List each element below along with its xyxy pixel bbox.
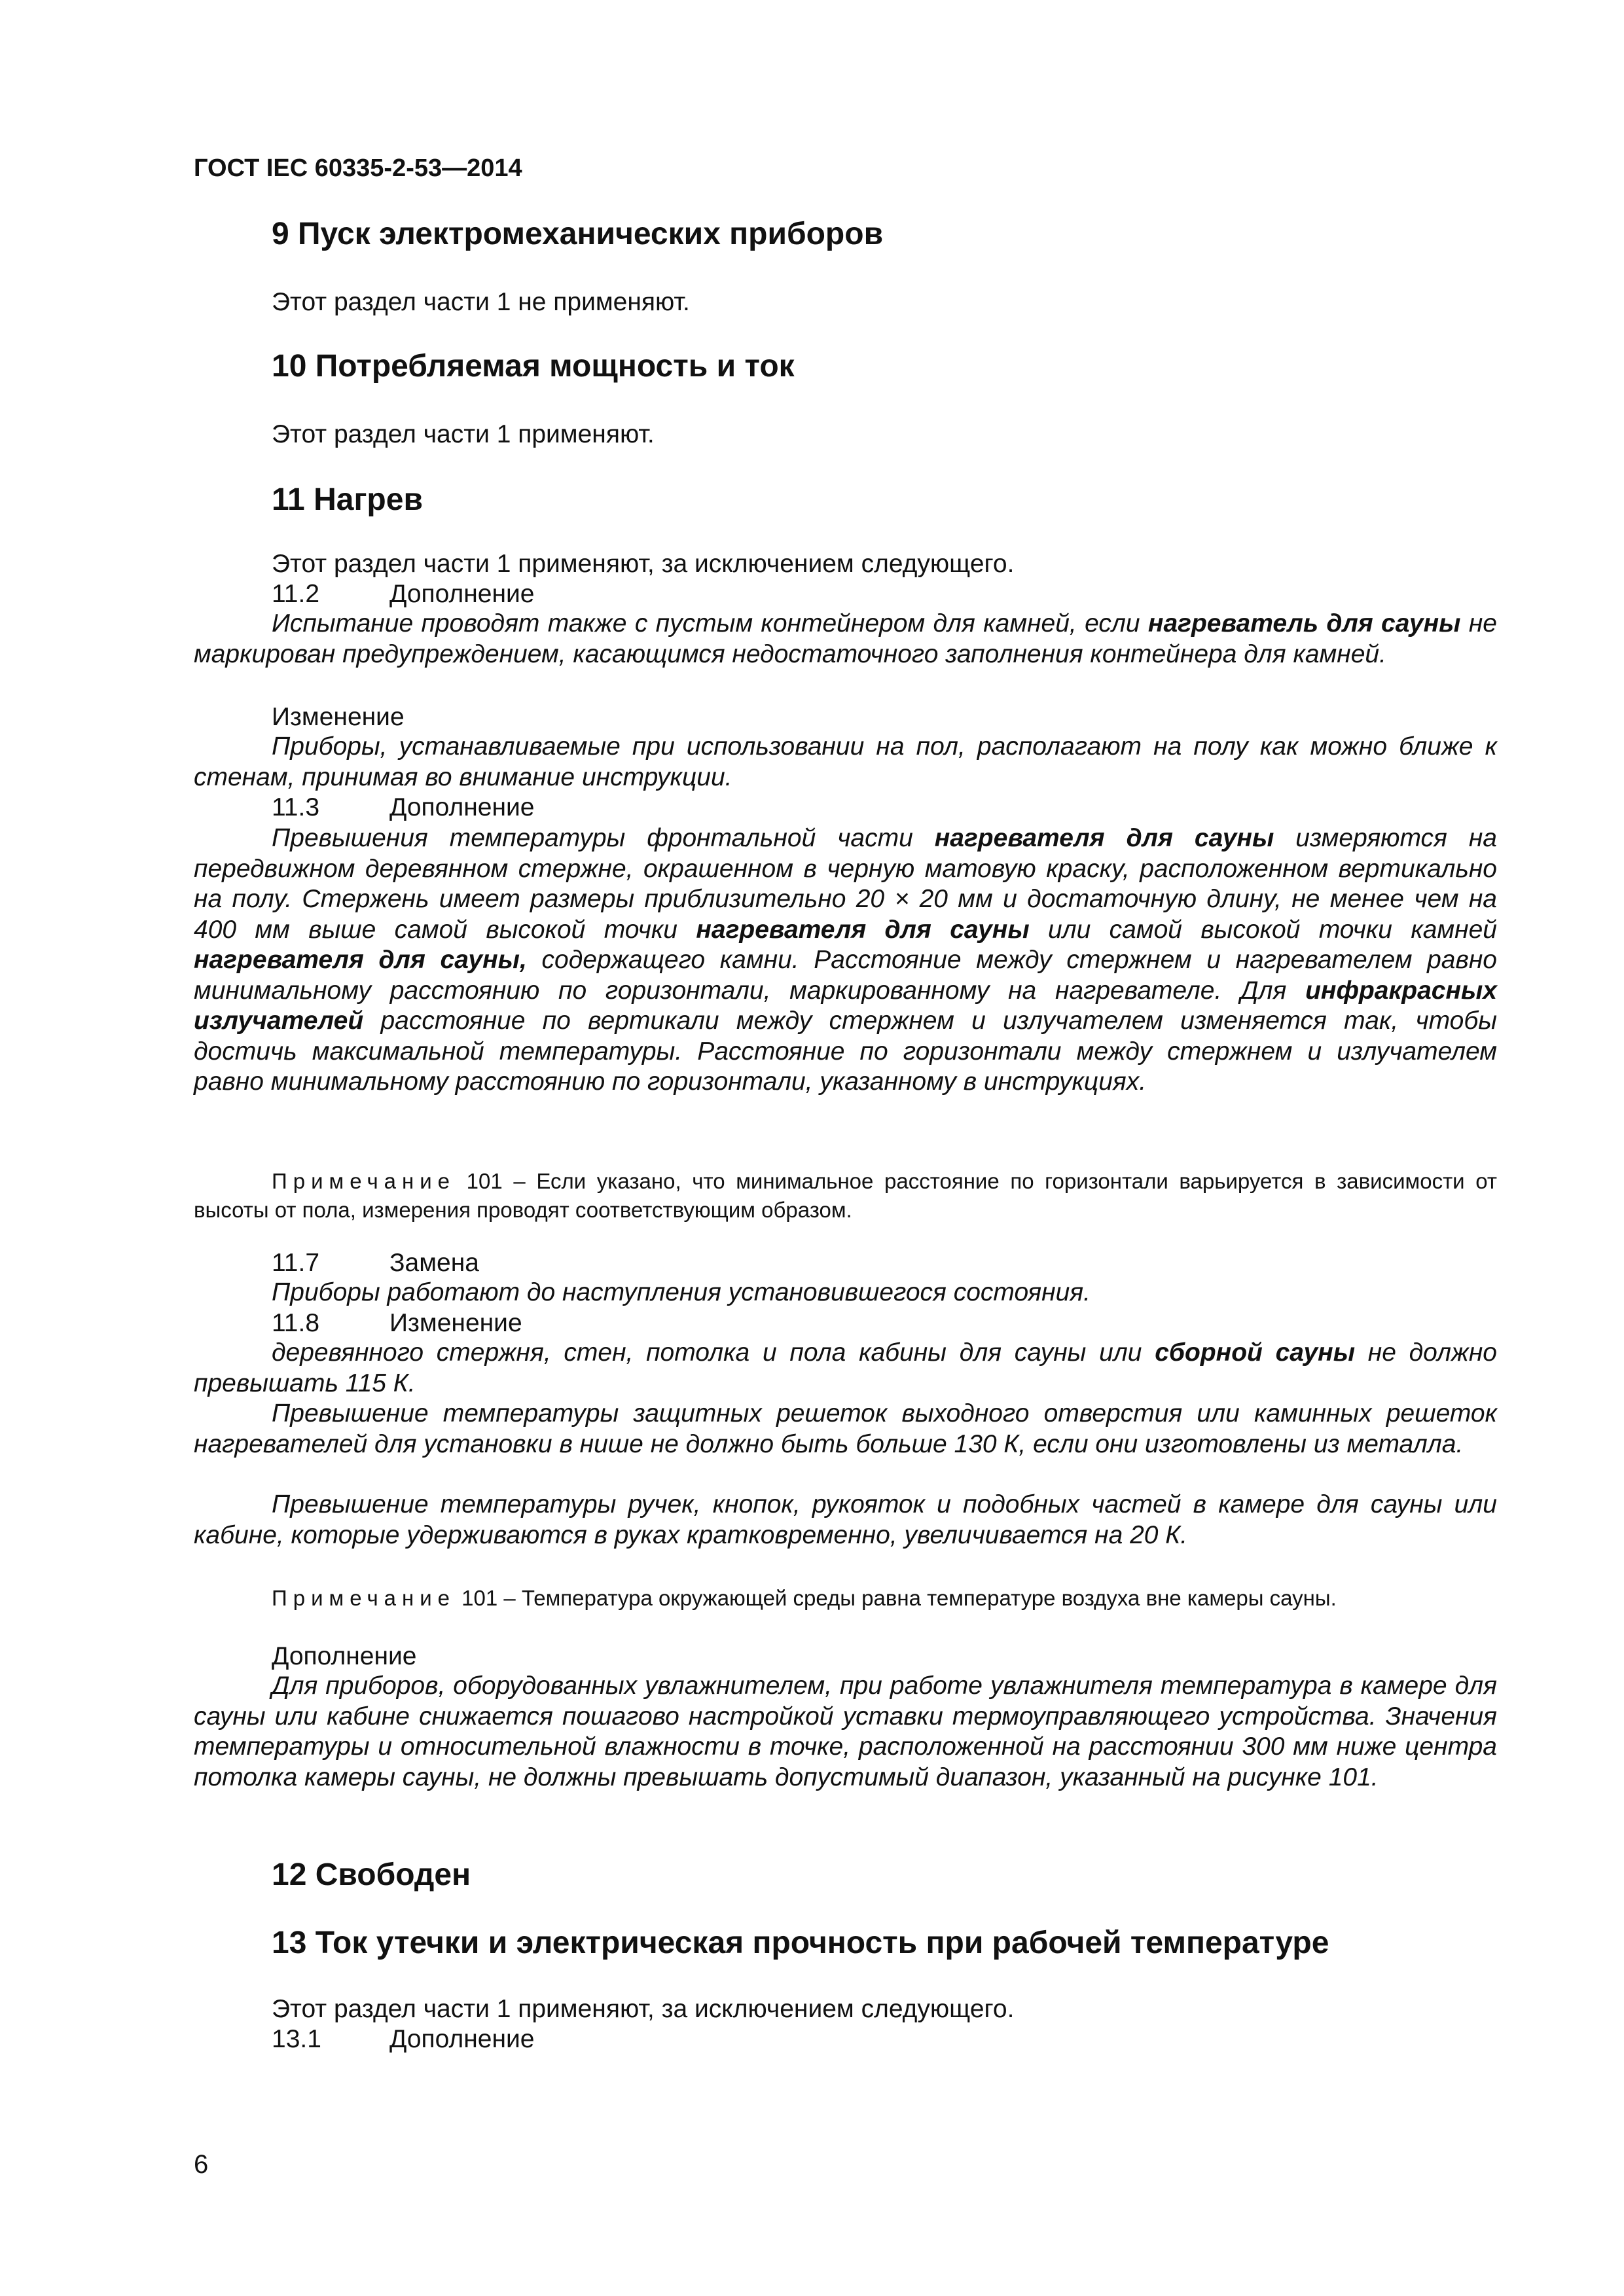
clause-number: 11.8 <box>272 1309 320 1337</box>
document-header: ГОСТ IEC 60335-2-53—2014 <box>194 154 522 182</box>
addition-label: Дополнение <box>272 1642 417 1670</box>
section-9-title: 9 Пуск электромеханических приборов <box>272 217 884 251</box>
clause-11-2-text <box>194 609 1497 670</box>
note-101-ambient-temperature <box>194 1584 1497 1613</box>
section-13-title: 13 Ток утечки и электрическая прочность при рабочей температуре <box>272 1926 1329 1960</box>
clause-label: Дополнение <box>389 2025 535 2053</box>
change-label: Изменение <box>272 703 405 731</box>
clause-13-1-heading <box>272 2024 535 2054</box>
text-run: не маркирован предупреждением, касающимся недостаточного заполнения контейнера для камней. <box>194 609 1497 668</box>
section-12-title: 12 Свободен <box>272 1857 471 1892</box>
defined-term: инфракрасных излучателей <box>194 976 1497 1035</box>
text-run: или самой высокой точки камней <box>1029 915 1497 944</box>
section-11-intro: Этот раздел части 1 применяют, за исключением следующего. <box>272 550 1015 578</box>
section-10-title: 10 Потребляемая мощность и ток <box>272 349 795 384</box>
text-run: не должно превышать 115 К. <box>194 1338 1497 1397</box>
text-run: расстояние по вертикали между стержнем и излучателем изменяется так, чтобы достичь максимальной температуры. Расстояние по горизонтали между стержнем и излучателем равно минимальному расстоянию по горизонтали, указанному в инструкциях. <box>194 1007 1497 1096</box>
note-text: 101 – Температура окружающей среды равна температуре воздуха вне камеры сауны. <box>456 1586 1337 1610</box>
clause-11-8-text-3: Превышение температуры ручек, кнопок, рукояток и подобных частей в камере для сауны или кабине, которые удерживаются в руках кратковременно, увеличивается на 20 К. <box>194 1490 1497 1549</box>
clause-11-8-heading <box>272 1308 522 1338</box>
clause-number: 11.2 <box>272 580 320 608</box>
clause-label: Дополнение <box>389 793 535 821</box>
clause-number: 13.1 <box>272 2025 321 2053</box>
clause-11-8-text-1 <box>194 1338 1497 1399</box>
text-run: деревянного стержня, стен, потолка и пола кабины для сауны или <box>272 1338 1155 1367</box>
note-text: 101 – Если указано, что минимальное расстояние по горизонтали варьируется в зависимости от высоты от пола, измерения проводят соответствующим образом. <box>194 1169 1497 1222</box>
section-9-text: Этот раздел части 1 не применяют. <box>272 288 690 316</box>
defined-term: нагревателя для сауны <box>934 824 1274 852</box>
clause-label: Замена <box>389 1249 479 1277</box>
clause-number: 11.7 <box>272 1249 320 1277</box>
clause-11-8-text-2: Превышение температуры защитных решеток выходного отверстия или каминных решеток нагревателей для установки в нише не должно быть больше 130 К, если они изготовлены из металла. <box>194 1399 1497 1458</box>
note-label: Примечание <box>272 1169 456 1193</box>
clause-11-3-heading <box>272 792 535 823</box>
clause-11-7-text: Приборы работают до наступления установившегося состояния. <box>272 1278 1091 1306</box>
clause-11-7-heading <box>272 1247 479 1278</box>
defined-term: нагревателя для сауны <box>696 915 1030 944</box>
defined-term: нагреватель для сауны <box>1147 609 1461 637</box>
change-text: Приборы, устанавливаемые при использовании на пол, располагают на полу как можно ближе к стенам, принимая во внимание инструкции. <box>194 732 1497 791</box>
defined-term: сборной сауны <box>1155 1338 1356 1367</box>
addition-text: Для приборов, оборудованных увлажнителем, при работе увлажнителя температура в камере для сауны или кабине снижается пошагово настройкой уставки термоуправляющего устройства. Значения температуры и относительной влажности в точке, расположенной на расстоянии 300 мм ниже центра потолка камеры сауны, не должны превышать допустимый диапазон, указанный на рисунке 101. <box>194 1672 1497 1791</box>
clause-11-3-text <box>194 823 1497 1098</box>
section-13-intro: Этот раздел части 1 применяют, за исключением следующего. <box>272 1995 1015 2023</box>
defined-term: нагревателя для сауны, <box>194 946 527 974</box>
text-run: измеряются на передвижном деревянном стержне, окрашенном в черную матовую краску, расположенном вертикально на полу. Стержень имеет размеры приблизительно 20 × 20 мм и достаточную длину, не менее чем на 400 мм выше самой высокой точки <box>194 824 1497 944</box>
clause-11-2-heading <box>272 579 535 609</box>
note-101-horizontal-distance <box>194 1167 1497 1225</box>
section-11-title: 11 Нагрев <box>272 482 423 517</box>
note-label: Примечание <box>272 1586 456 1610</box>
text-run: Испытание проводят также с пустым контейнером для камней, если <box>272 609 1148 637</box>
clause-label: Изменение <box>389 1309 522 1337</box>
clause-label: Дополнение <box>389 580 535 608</box>
clause-number: 11.3 <box>272 793 320 821</box>
page-number: 6 <box>194 2150 209 2179</box>
text-run: содержащего камни. Расстояние между стержнем и нагревателем равно минимальному расстоянию по горизонтали, маркированному на нагревателе. Для <box>194 946 1497 1005</box>
section-10-text: Этот раздел части 1 применяют. <box>272 420 655 448</box>
text-run: Превышения температуры фронтальной части <box>272 824 935 852</box>
